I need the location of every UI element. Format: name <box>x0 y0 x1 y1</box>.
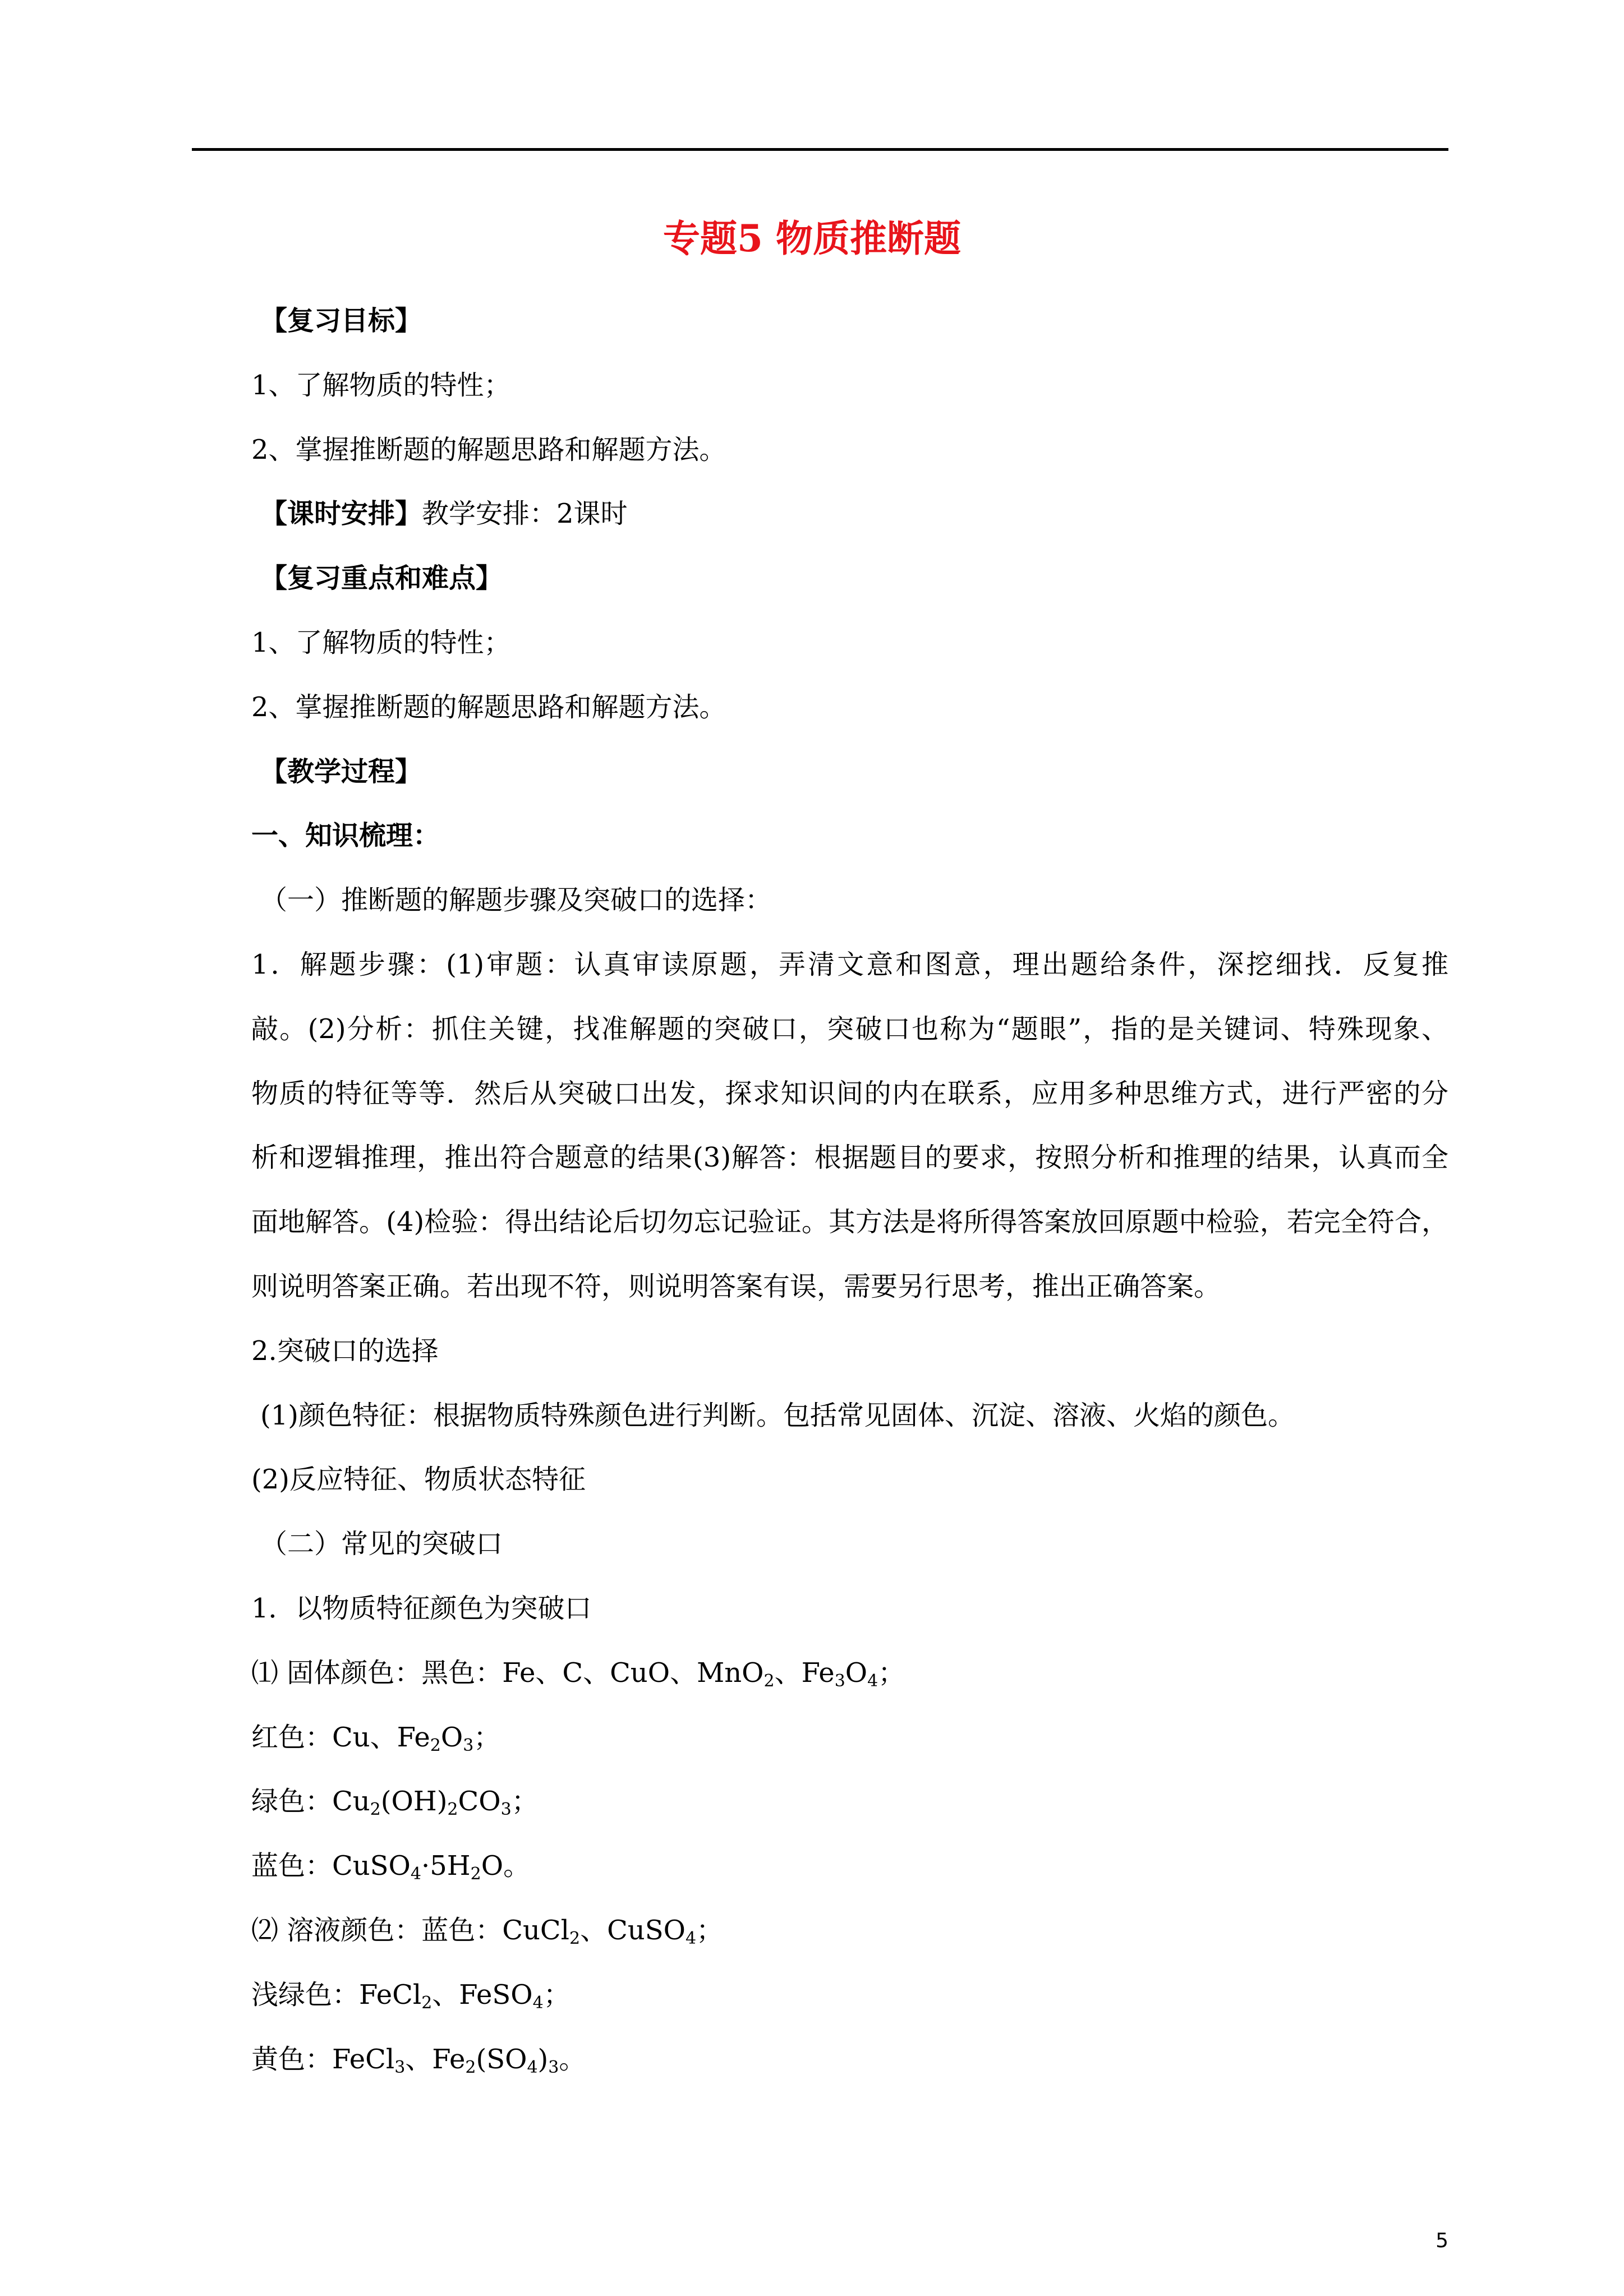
solid-color-line <box>251 1641 1448 1705</box>
formula-list: Cu、$Fe_2O_3$； <box>332 1721 501 1755</box>
green-label: 绿色： <box>251 1786 333 1818</box>
green-color-line <box>251 1769 1448 1834</box>
solid-color-label: ⑴ 固体颜色：黑色： <box>251 1657 503 1689</box>
page-number: 5 <box>1436 2229 1448 2252</box>
solution-label: ⑵ 溶液颜色：蓝色： <box>251 1914 503 1946</box>
subsection-heading: （一）推断题的解题步骤及突破口的选择： <box>260 884 772 916</box>
keypoint-item: 1、了解物质的特性； <box>251 626 511 658</box>
goal-item: 2、掌握推断题的解题思路和解题方法。 <box>251 434 726 465</box>
subsection-heading: （二）常见的突破口 <box>260 1528 503 1560</box>
schedule-text: 教学安排：2课时 <box>422 498 628 530</box>
blue-color-line <box>251 1834 1448 1898</box>
formula-list: CuCl$_2$、CuSO$_4$； <box>502 1914 724 1948</box>
steps-line: 敲。(2)分析：抓住关键，找准解题的突破口，突破口也称为“题眼”，指的是关键词、特殊现象、 <box>251 1013 1448 1045</box>
formula-list: FeCl$_2$、FeSO$_4$； <box>359 1979 571 2013</box>
formula-list: Fe、C、CuO、MnO$_2$、$Fe_3O_4$； <box>502 1657 905 1691</box>
steps-line: 析和逻辑推理，推出符合题意的结果(3)解答：根据题目的要求，按照分析和推理的结果，认真而全 <box>251 1142 1448 1174</box>
breakthrough-item: (2)反应特征、物质状态特征 <box>251 1464 586 1496</box>
solution-color-line <box>251 1898 1448 1963</box>
breakthrough-item: (1)颜色特征：根据物质特殊颜色进行判断。包括常见固体、沉淀、溶液、火焰的颜色。 <box>260 1399 1295 1431</box>
goal-item: 1、了解物质的特性； <box>251 369 511 401</box>
schedule-heading: 【课时安排】 <box>260 498 422 530</box>
steps-line: 面地解答。(4)检验：得出结论后切勿忘记验证。其方法是将所得答案放回原题中检验，若完全符合， <box>251 1206 1448 1238</box>
keypoints-heading: 【复习重点和难点】 <box>260 563 503 594</box>
formula-list: FeCl$_3$、$Fe_2(SO_4)_3$。 <box>332 2043 586 2077</box>
steps-line: 物质的特征等等．然后从突破口出发，探求知识间的内在联系，应用多种思维方式，进行严密的分 <box>251 1077 1448 1109</box>
keypoint-item: 2、掌握推断题的解题思路和解题方法。 <box>251 691 726 723</box>
header-rule <box>192 148 1448 151</box>
formula-list: $Cu_2(OH)_2CO_3$； <box>332 1786 539 1820</box>
steps-line: 则说明答案正确。若出现不符，则说明答案有误，需要另行思考，推出正确答案。 <box>251 1270 1221 1302</box>
lightgreen-label: 浅绿色： <box>251 1979 360 2011</box>
color-heading: 1．以物质特征颜色为突破口 <box>251 1592 592 1624</box>
red-color-line <box>251 1705 1448 1770</box>
steps-line: 1．解题步骤：(1)审题：认真审读原题，弄清文意和图意，理出题给条件，深挖细找．反复推 <box>251 948 1448 980</box>
document-body <box>251 289 1448 2091</box>
red-label: 红色： <box>251 1721 333 1753</box>
formula-list: $CuSO_4\cdot 5H_2O$。 <box>332 1850 531 1884</box>
page-title: 专题5 物质推断题 <box>663 216 961 260</box>
yellow-label: 黄色： <box>251 2043 333 2075</box>
process-heading: 【教学过程】 <box>260 755 422 787</box>
blue-label: 蓝色： <box>251 1850 333 1882</box>
schedule-line <box>251 482 1448 546</box>
section-heading: 一、知识梳理： <box>251 820 440 852</box>
goals-heading: 【复习目标】 <box>260 305 422 336</box>
lightgreen-color-line <box>251 1963 1448 2027</box>
breakthrough-heading: 2.突破口的选择 <box>251 1335 439 1367</box>
yellow-color-line <box>251 2027 1448 2092</box>
